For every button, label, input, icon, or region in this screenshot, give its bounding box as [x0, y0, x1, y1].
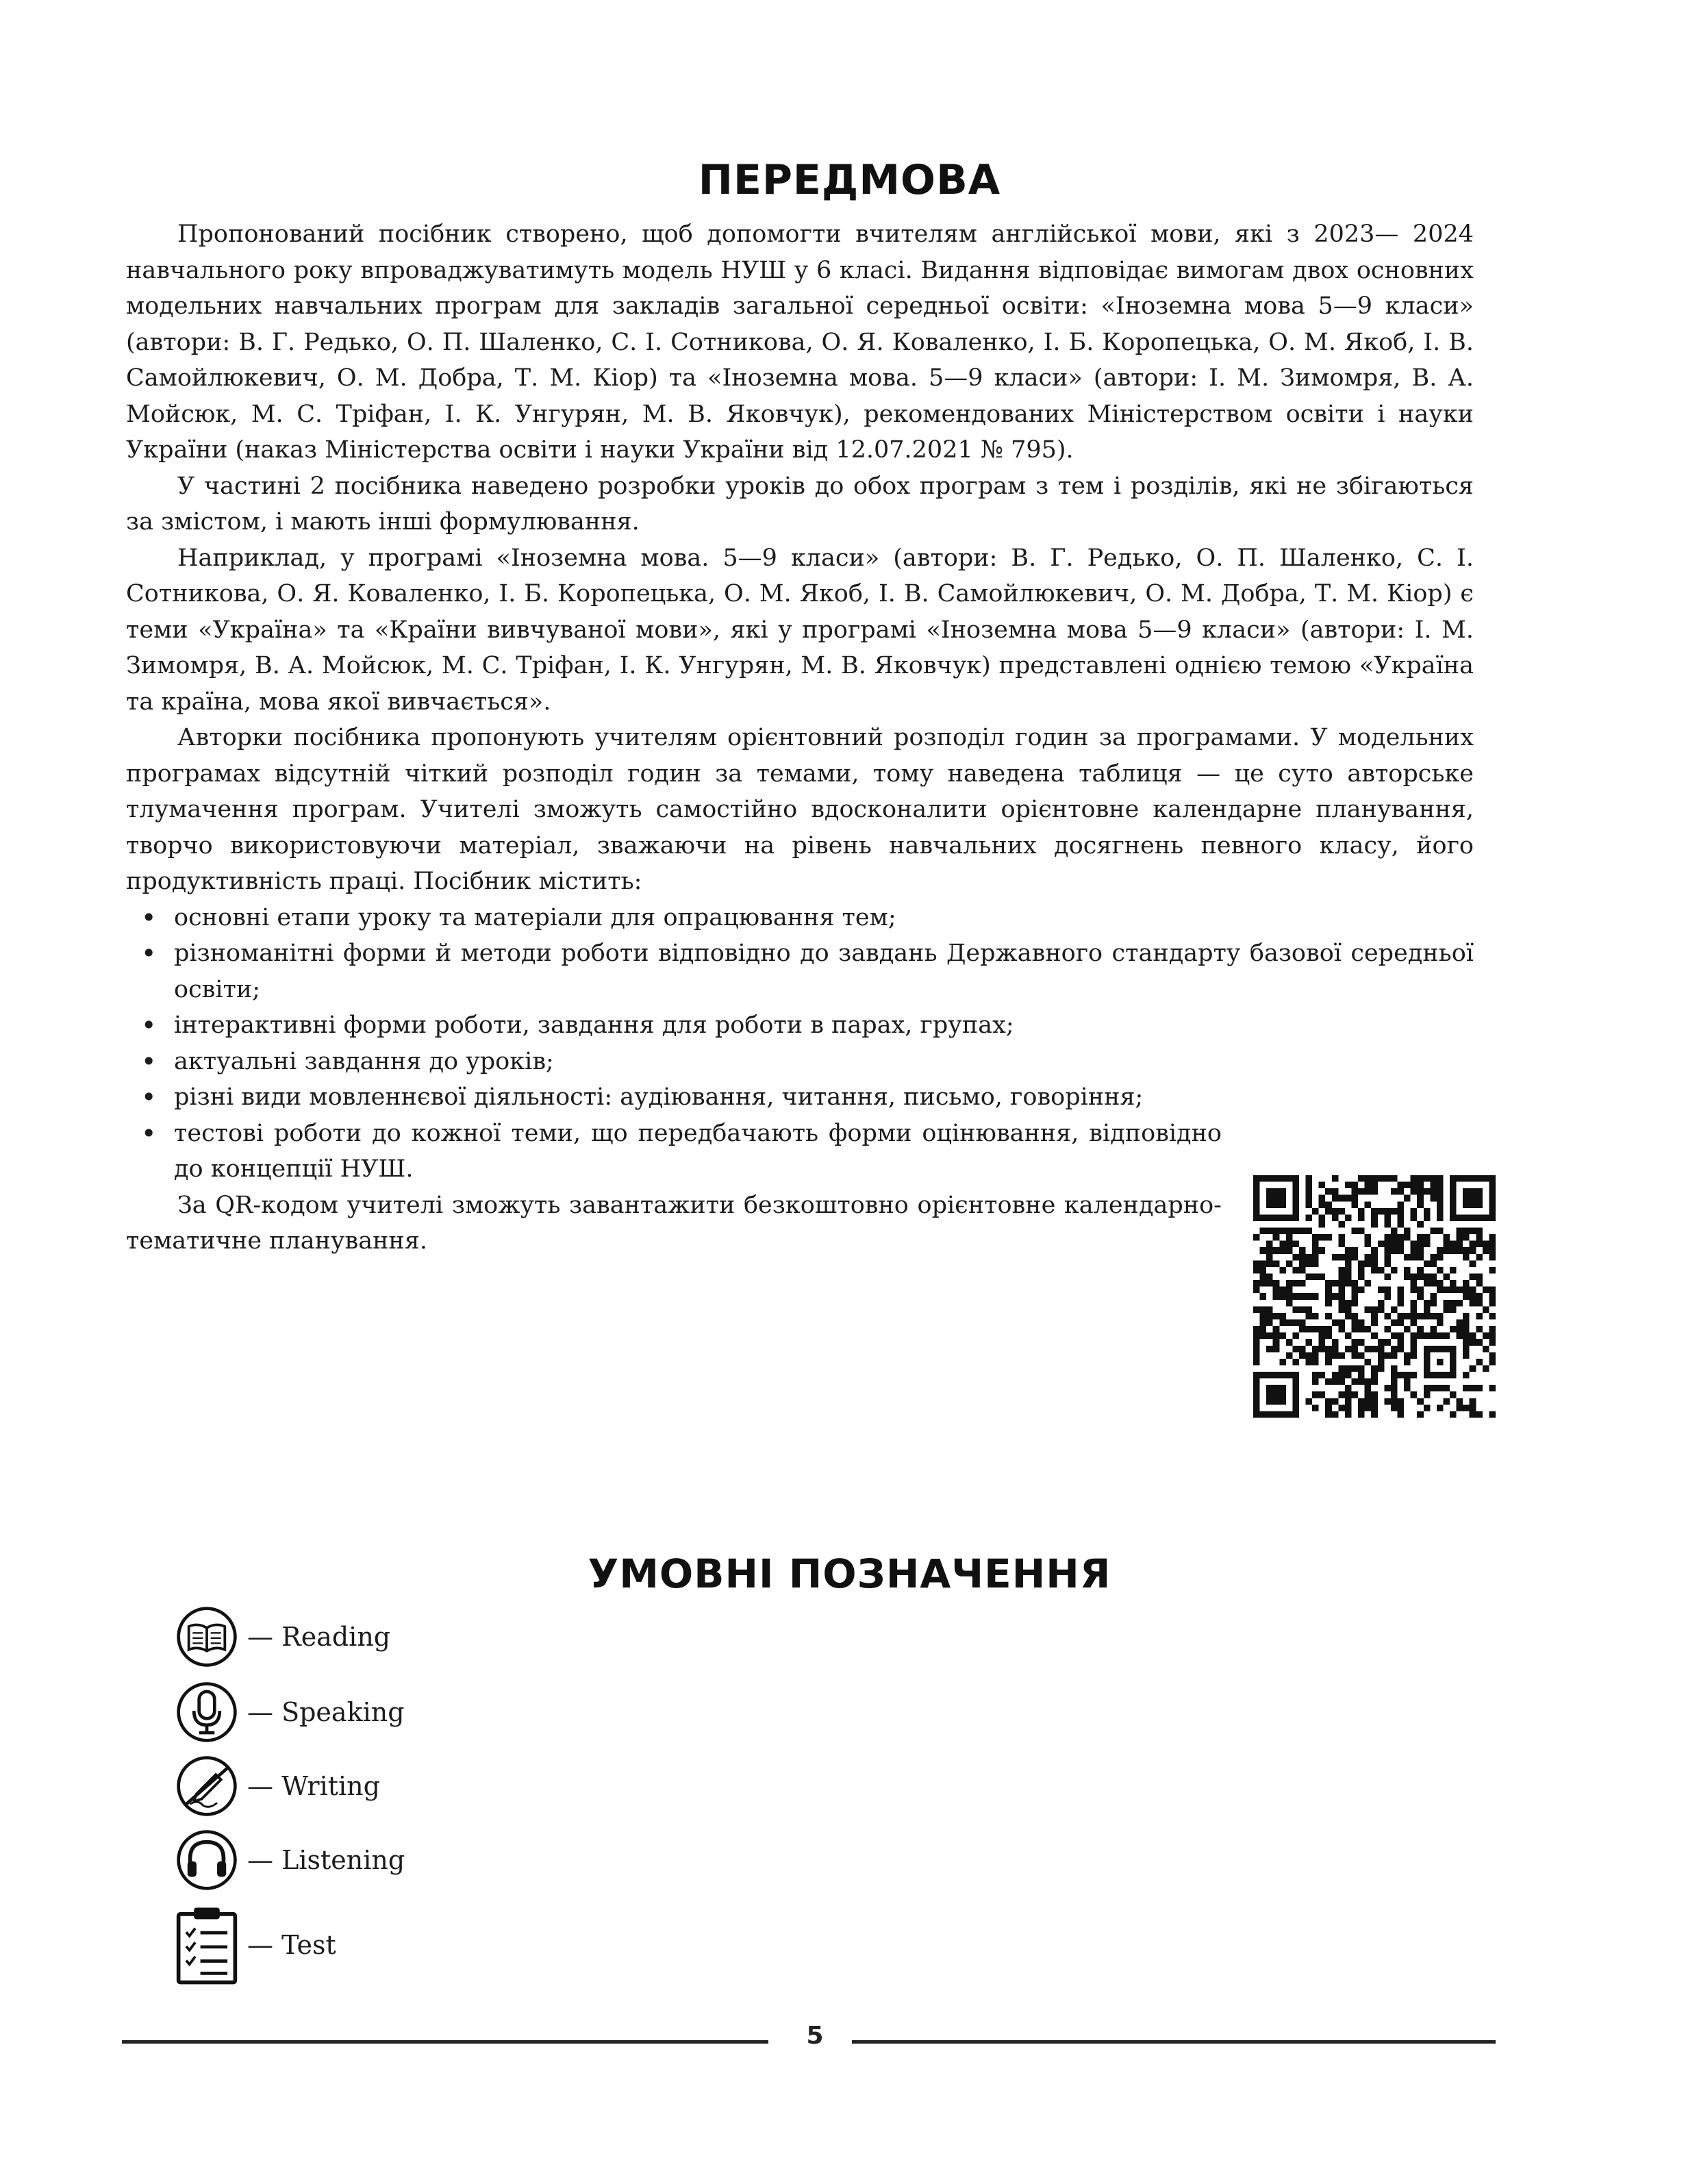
clipboard-icon	[175, 1905, 239, 1985]
legend-label: — Test	[247, 1930, 336, 1960]
legend-label: — Listening	[247, 1845, 405, 1875]
paragraph: Пропонований посібник створено, щоб допомогти вчителям англійської мови, які з 2023— 2024 навчального року впроваджуватимуть модель НУШ у 6 класі. Видання відповідає вимогам двох основних модельних навчальних програм для закладів загальної середньої освіти: «Іноземна мова 5—9 класи» (автори: В. Г. Редько, О. П. Шаленко, С. І. Сотникова, О. Я. Коваленко, І. Б. Коропецька, О. М. Якоб, І. В. Самойлюкевич, О. М. Добра, Т. М. Кіор) та «Іноземна мова. 5—9 класи» (автори: І. М. Зимомря, В. А. Мойсюк, М. С. Тріфан, І. К. Унгурян, М. В. Яковчук), рекомендованих Міністерством освіти і науки України (наказ Міністерства освіти і науки України від 12.07.2021 № 795).	[126, 221, 1474, 464]
contents-list	[126, 900, 1474, 1188]
legend-label: — Writing	[247, 1771, 380, 1801]
paragraph: У частині 2 посібника наведено розробки уроків до обох програм з тем і розділів, які не збігаються за змістом, і мають інші формулювання.	[126, 472, 1474, 536]
legend-item-reading	[175, 1603, 390, 1671]
legend-label: — Speaking	[247, 1697, 405, 1727]
footer-rule-right	[852, 2040, 1496, 2044]
legend-item-speaking	[175, 1678, 405, 1746]
qr-paragraph: За QR-кодом учителі зможуть завантажити безкоштовно орієнтовне календарно-тематичне планування.	[126, 1191, 1222, 1255]
list-item: • основні етапи уроку та матеріали для опрацювання тем;	[126, 900, 1474, 936]
preface-body	[126, 216, 1474, 1259]
legend-label: — Reading	[247, 1622, 391, 1652]
list-item: • тестові роботи до кожної теми, що передбачають форми оцінювання, відповідно до концепції НУШ.	[126, 1116, 1222, 1188]
book-icon	[175, 1605, 239, 1669]
qr-code[interactable]	[1253, 1175, 1496, 1418]
preface-heading: ПЕРЕДМОВА	[698, 156, 1001, 204]
list-item: • різні види мовленнєвої діяльності: аудіювання, читання, письмо, говоріння;	[126, 1079, 1474, 1116]
list-item: • актуальні завдання до уроків;	[126, 1044, 1474, 1080]
paragraph: Авторки посібника пропонують учителям орієнтовний розподіл годин за програмами. У модельних програмах відсутній чіткий розподіл годин за темами, тому наведена таблиця — це суто авторське тлумачення програм. Учителі зможуть самостійно вдосконалити орієнтовне календарне планування, творчо використовуючи матеріал, зважаючи на рівень навчальних досягнень певного класу, його продуктивність праці. Посібник містить:	[126, 724, 1474, 895]
list-item: • різноманітні форми й методи роботи відповідно до завдань Державного стандарту базової середньої освіти;	[126, 936, 1474, 1007]
list-item: • інтерактивні форми роботи, завдання для роботи в парах, групах;	[126, 1007, 1474, 1044]
microphone-icon	[175, 1680, 239, 1744]
legend-heading: УМОВНІ ПОЗНАЧЕННЯ	[588, 1551, 1111, 1597]
footer-rule-left	[122, 2040, 768, 2044]
legend-item-test	[175, 1903, 336, 1987]
page-number: 5	[806, 2022, 824, 2050]
legend-item-writing	[175, 1752, 380, 1820]
legend-item-listening	[175, 1826, 405, 1894]
pen-icon	[175, 1754, 239, 1818]
headphones-icon	[175, 1828, 239, 1892]
paragraph: Наприклад, у програмі «Іноземна мова. 5—9 класи» (автори: В. Г. Редько, О. П. Шаленко, С. І. Сотникова, О. Я. Коваленко, І. Б. Коропецька, О. М. Якоб, І. В. Самойлюкевич, О. М. Добра, Т. М. Кіор) є теми «Україна» та «Країни вивчуваної мови», які у програмі «Іноземна мова 5—9 класи» (автори: І. М. Зимомря, В. А. Мойсюк, М. С. Тріфан, І. К. Унгурян, М. В. Яковчук) представлені однією темою «Україна та країна, мова якої вивчається».	[126, 544, 1474, 716]
